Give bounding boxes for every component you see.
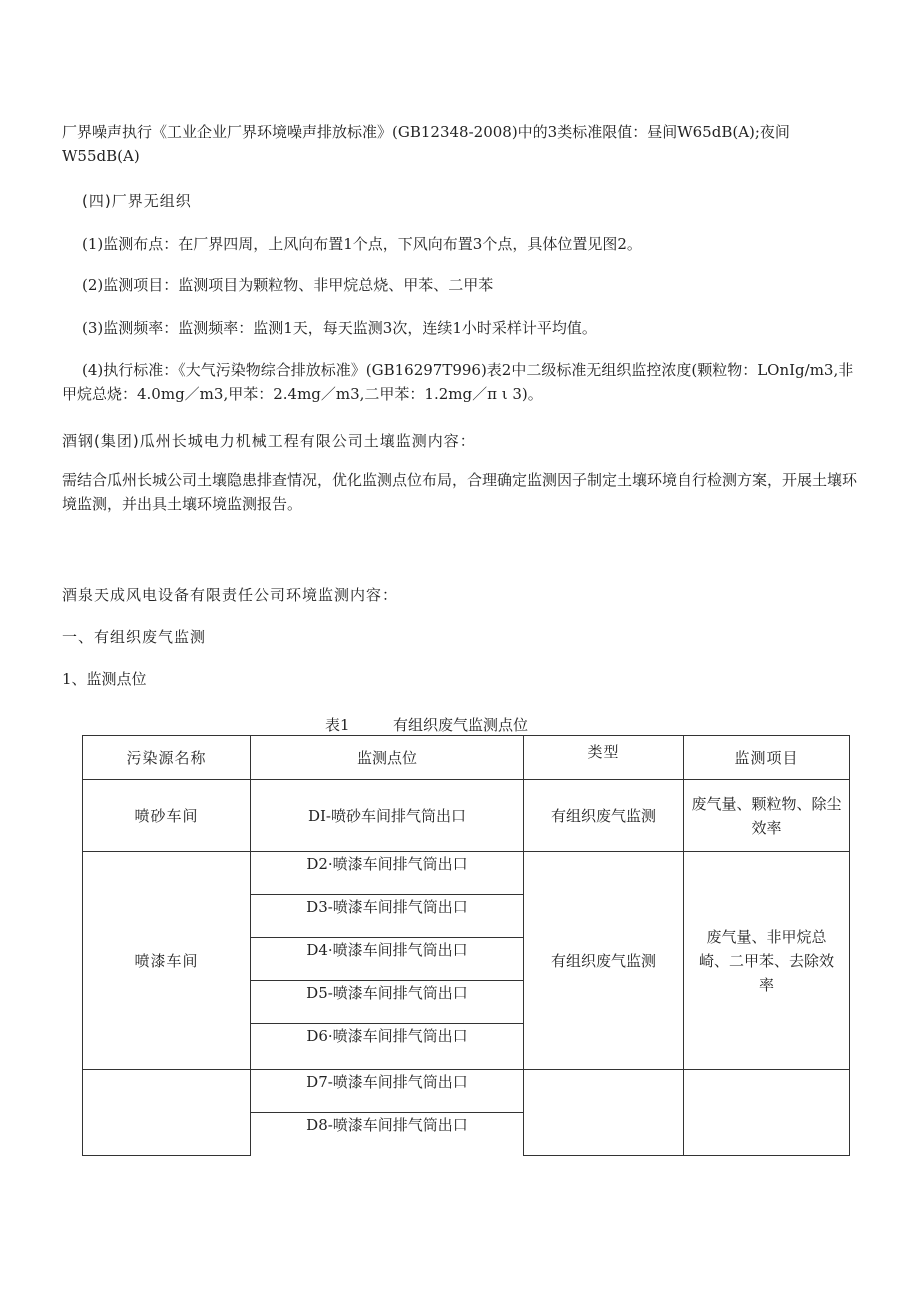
- monitoring-table: [82, 735, 850, 1156]
- subsection-1-heading: 1、监测点位: [62, 670, 147, 688]
- soil-body: 需结合瓜州长城公司土壤隐患排查情况，优化监测点位布局，合理确定监测因子制定土壤环境自行检测方案，开展土壤环境监测，并出具土壤环境监测报告。: [62, 471, 858, 513]
- header-source: 污染源名称: [83, 736, 251, 780]
- header-items: 监测项目: [684, 736, 850, 780]
- cell-point-d5: D5-喷漆车间排气筒出口: [251, 981, 524, 1024]
- cell-items-paint: 废气量、非甲烷总崎、二甲苯、去除效率: [684, 852, 850, 1070]
- list-item-1: (1)监测布点：在厂界四周，上风向布置1个点，下风向布置3个点，具体位置见图2。: [82, 235, 642, 253]
- table-caption-title: 有组织废气监测点位: [393, 716, 529, 734]
- table-row: [83, 780, 850, 852]
- cell-point-d3: D3-喷漆车间排气筒出口: [251, 895, 524, 938]
- cell-point-d7: D7-喷漆车间排气筒出口: [251, 1070, 524, 1113]
- soil-heading: 酒钢(集团)瓜州长城电力机械工程有限公司土壤监测内容：: [62, 432, 476, 450]
- cell-type-last: [524, 1070, 684, 1156]
- cell-point-d8: D8-喷漆车间排气筒出口: [251, 1113, 524, 1156]
- table-row: [83, 1070, 850, 1113]
- cell-items-last: [684, 1070, 850, 1156]
- cell-source-sandblast: 喷砂车间: [83, 780, 251, 852]
- table-caption: [325, 714, 528, 735]
- table-header-row: [83, 736, 850, 780]
- list-item-2: (2)监测项目：监测项目为颗粒物、非甲烷总烧、甲苯、二甲苯: [82, 276, 494, 294]
- cell-items-sandblast: 废气量、颗粒物、除尘效率: [684, 780, 850, 852]
- cell-type-sandblast: 有组织废气监测: [524, 780, 684, 852]
- cell-source-paint: 喷漆车间: [83, 852, 251, 1070]
- cell-source-last: [83, 1070, 251, 1156]
- tiancheng-heading: 酒泉天成风电设备有限责任公司环境监测内容：: [62, 586, 399, 604]
- noise-standard-paragraph: 厂界噪声执行《工业企业厂界环境噪声排放标准》(GB12348-2008)中的3类标准限值：昼间W65dB(A);夜间W55dB(A): [62, 123, 790, 165]
- list-item-4: (4)执行标准：《大气污染物综合排放标准》(GB16297T996)表2中二级标准无组织监控浓度(颗粒物：LOnIg/m3,非甲烷总烧：4.0mg／m3,甲苯：2.4mg／m3,二甲苯：1.2mg／π ι 3)。: [62, 361, 854, 403]
- cell-type-paint: 有组织废气监测: [524, 852, 684, 1070]
- list-item-3: (3)监测频率：监测频率：监测1天，每天监测3次，连续1小时采样计平均值。: [82, 319, 597, 337]
- section-heading-4: (四)厂界无组织: [82, 192, 192, 210]
- header-point: 监测点位: [251, 736, 524, 780]
- section-1-heading: 一、有组织废气监测: [62, 628, 207, 646]
- cell-point-d2: D2·喷漆车间排气筒出口: [251, 852, 524, 895]
- table-caption-number: 表1: [325, 716, 350, 734]
- cell-point-d4: D4·喷漆车间排气筒出口: [251, 938, 524, 981]
- cell-point-d6: D6·喷漆车间排气筒出口: [251, 1024, 524, 1070]
- table-row: [83, 852, 850, 895]
- header-type: 类型: [524, 736, 684, 780]
- cell-point-d1: DI-喷砂车间排气筒出口: [251, 780, 524, 852]
